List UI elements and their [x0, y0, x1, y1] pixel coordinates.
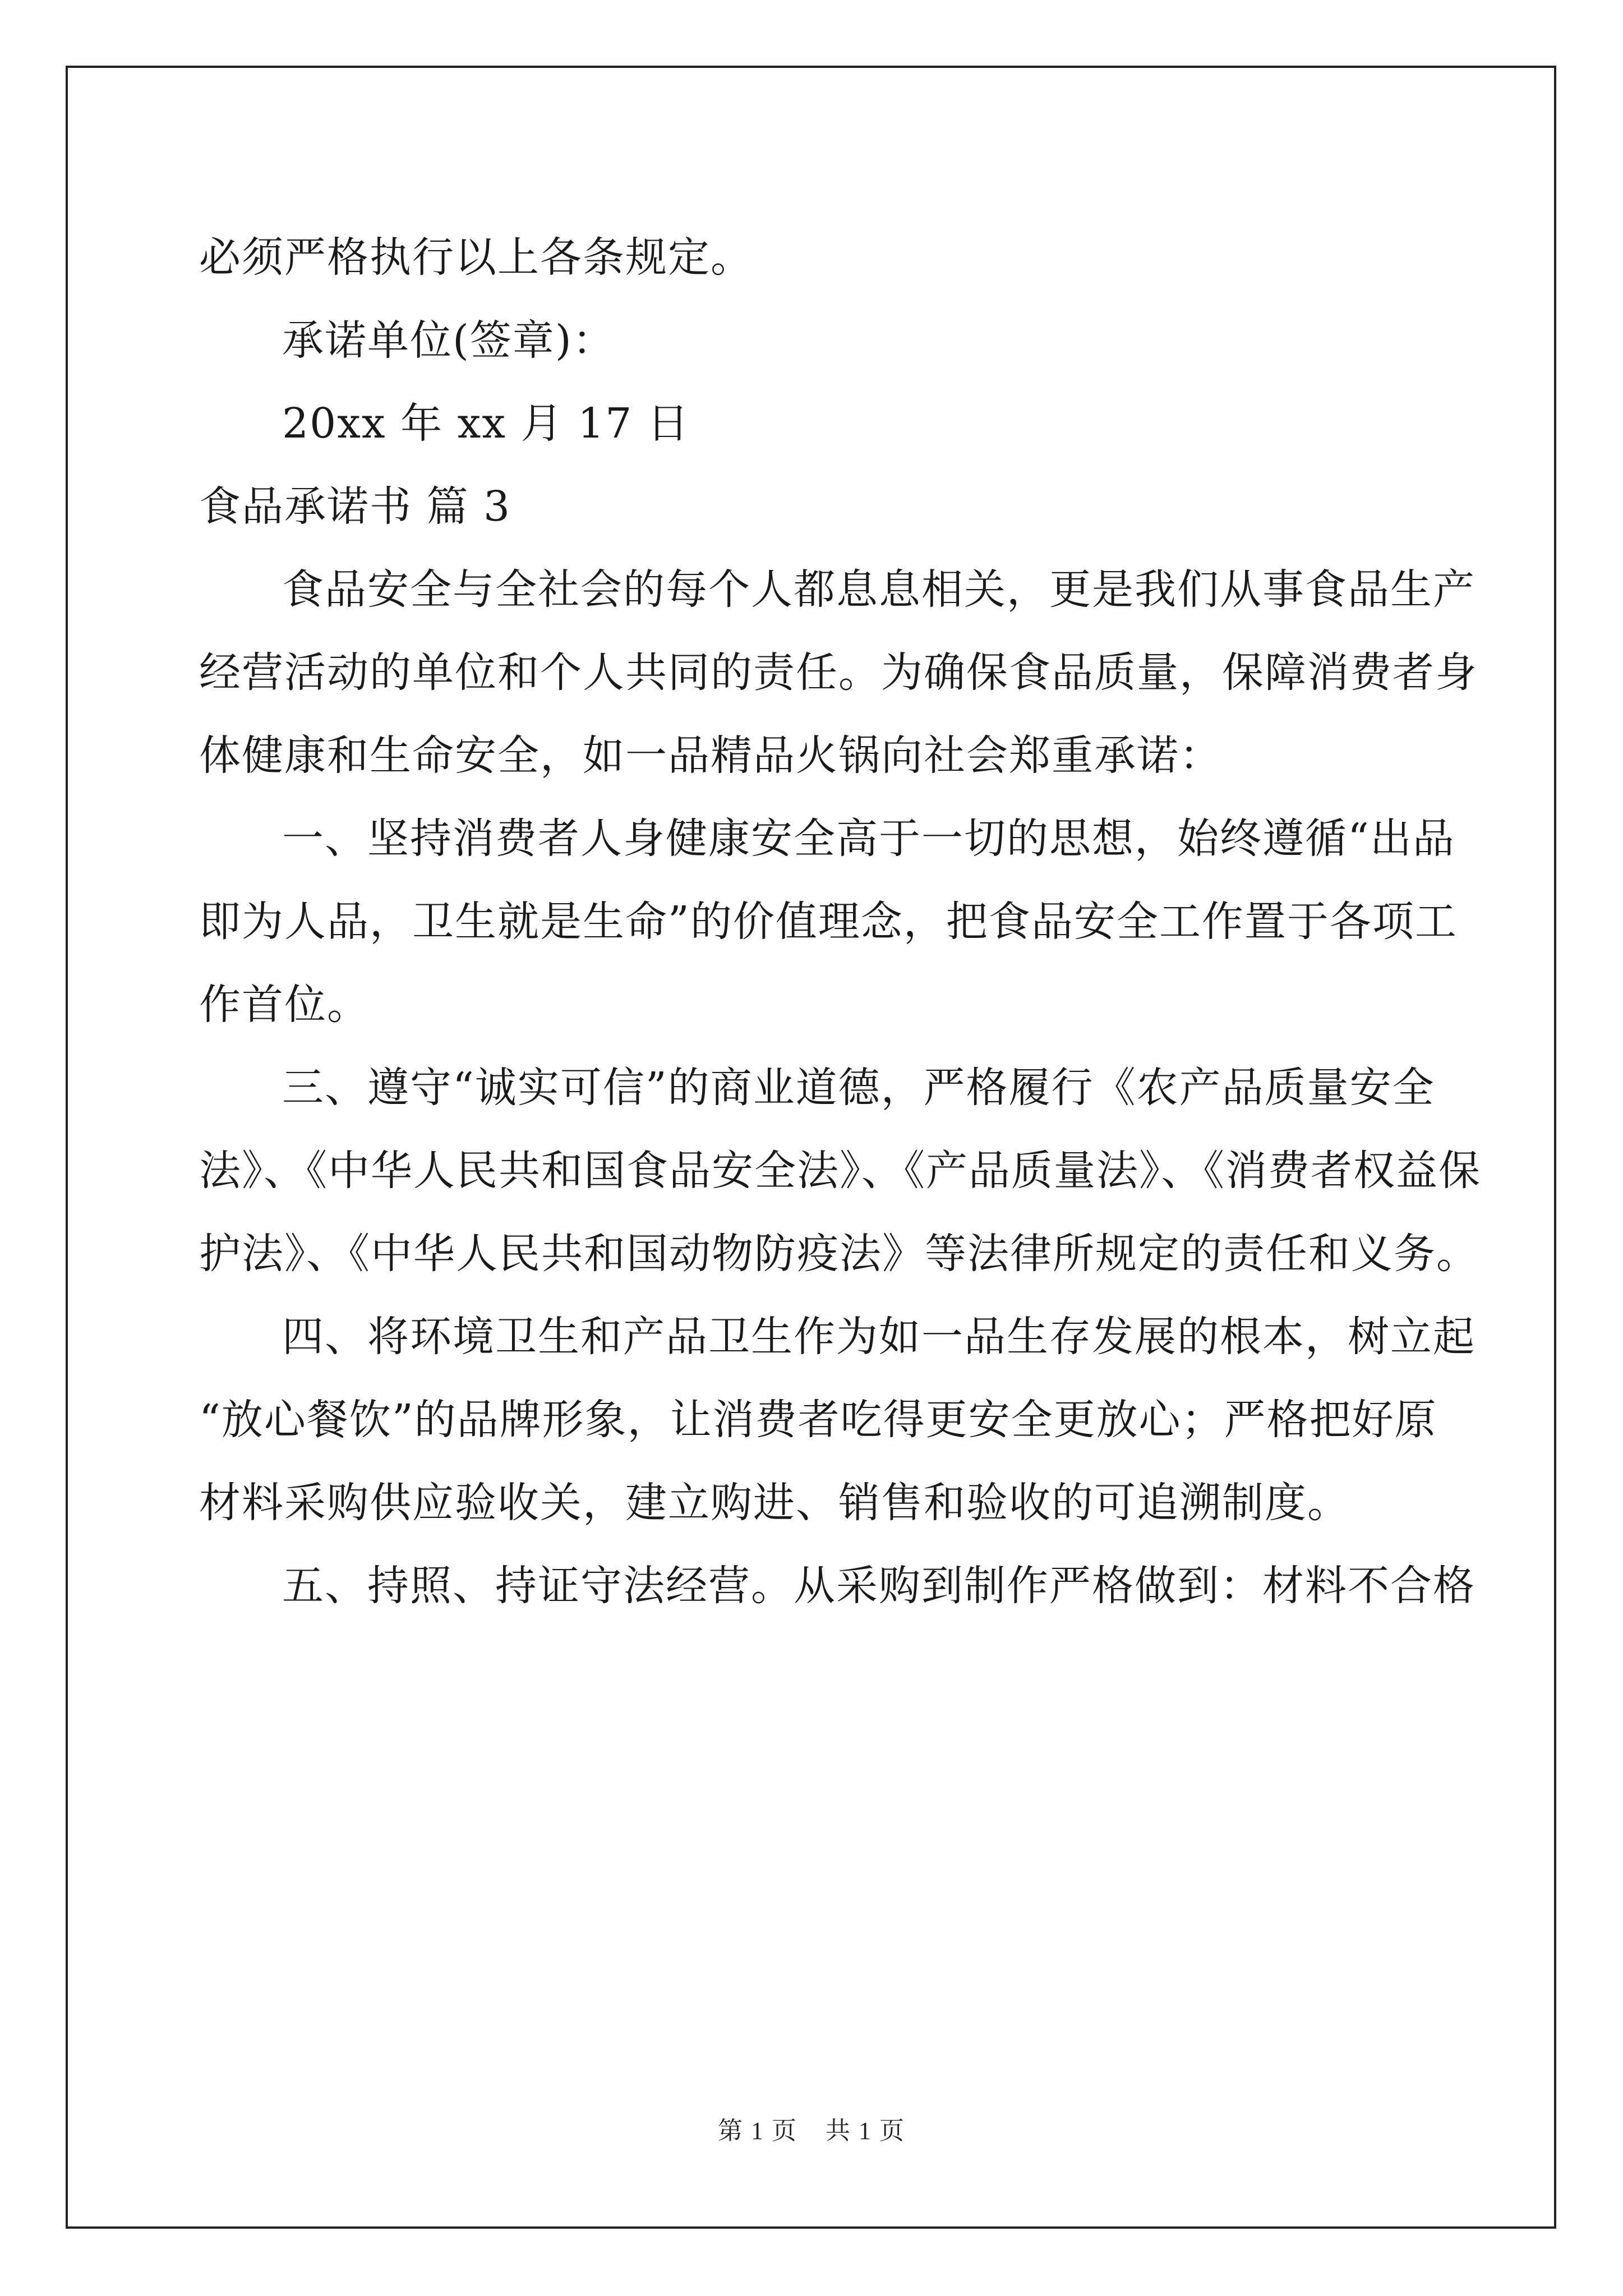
- body-line: 必须严格执行以上各条规定。: [199, 233, 753, 282]
- body-line: “放心餐饮”的品牌形象，让消费者吃得更安全更放心；严格把好原: [199, 1396, 1437, 1444]
- body-line: 四、将环境卫生和产品卫生作为如一品生存发展的根本，树立起: [282, 1313, 1476, 1361]
- page-count: 共 1 页: [826, 2117, 905, 2145]
- body-line: 一、坚持消费者人身健康安全高于一切的思想，始终遵循“出品: [282, 815, 1455, 863]
- body-line: 三、遵守“诚实可信”的商业道德，严格履行《农产品质量安全: [282, 1064, 1435, 1112]
- body-line: 作首位。: [199, 981, 370, 1029]
- document-body: [199, 216, 1481, 1627]
- page-footer: [0, 2110, 1623, 2146]
- body-line: 法》、《中华人民共和国食品安全法》、《产品质量法》、《消费者权益保: [199, 1147, 1481, 1195]
- body-line: 经营活动的单位和个人共同的责任。为确保食品质量，保障消费者身: [199, 648, 1478, 697]
- date-line: 20xx 年 xx 月 17 日: [282, 399, 690, 448]
- signature-label: 承诺单位(签章)：: [282, 316, 615, 365]
- section-heading: 食品承诺书 篇 3: [199, 482, 511, 531]
- body-line: 即为人品，卫生就是生命”的价值理念，把食品安全工作置于各项工: [199, 898, 1458, 946]
- body-line: 食品安全与全社会的每个人都息息相关，更是我们从事食品生产: [282, 565, 1476, 614]
- page-number: 第 1 页: [718, 2117, 797, 2145]
- body-line: 材料采购供应验收关，建立购进、销售和验收的可追溯制度。: [199, 1479, 1350, 1527]
- body-line: 护法》、《中华人民共和国动物防疫法》等法律所规定的责任和义务。: [199, 1230, 1479, 1278]
- body-line: 五、持照、持证守法经营。从采购到制作严格做到：材料不合格: [282, 1562, 1476, 1610]
- body-line: 体健康和生命安全，如一品精品火锅向社会郑重承诺：: [199, 731, 1222, 780]
